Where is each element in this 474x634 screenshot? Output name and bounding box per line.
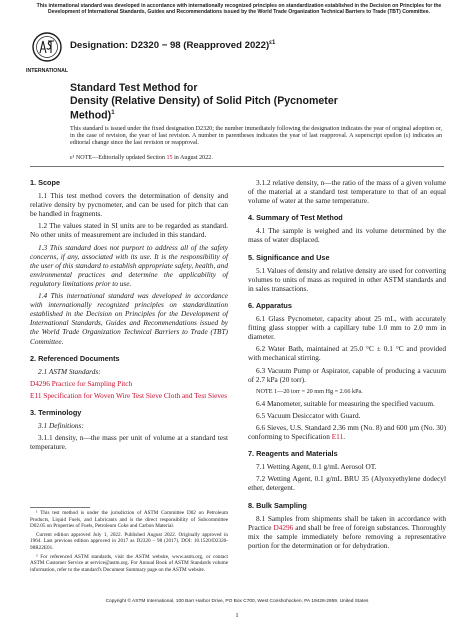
scope-1-2: 1.2 The values stated in SI units are to be regarded as standard. No other units of measurement are included in this standard. [30,221,228,240]
title-main: Density (Relative Density) of Solid Pitch (Pycnometer Method) [70,94,338,122]
epsilon-note-prefix: ε¹ NOTE—Editorially updated Section [70,155,167,161]
footnote-divider [30,507,90,508]
terminology-3-1-1: 3.1.1 density, n—the mass per unit of volume at a standard test temperature. [30,433,228,452]
apparatus-6-6-text: 6.6 Sieves, U.S. Standard 2.36 mm (No. 8) and 600 µm (No. 30) conforming to Specification [248,422,446,442]
fixed-designation-note: This standard is issued under the fixed designation D2320; the number immediately following the designation indicates the year of original adoption or, in the case of revision, the year of last revision. A number in parentheses indicates the year of last reapproval. A superscript epsilon (ε) indicates an editorial change since the last revision or reapproval. [70,126,442,147]
footnote-2: ² For referenced ASTM standards, visit the ASTM website, www.astm.org, or contact ASTM Customer Service at service@astm.org. For Annual Book of ASTM Standards volume information, refer to the standard's Document Summary page on the ASTM website. [30,553,228,573]
terminology-heading: 3. Terminology [30,407,82,417]
astm-logo [26,32,68,90]
footnote-1b: Current edition approved July 1, 2022. Published August 2022. Originally approved in 1964. Last previous edition approved in 2017 as D2320 – 98 (2017). DOI: 10.1520/D2320-98R22E01. [30,531,228,551]
scope-1-1: 1.1 This test method covers the determination of density and relative density by pycnometer, and can be used for pitch that can be handled in fragments. [30,191,228,219]
spec-e11-link[interactable]: E11 [331,432,344,442]
apparatus-6-1: 6.1 Glass Pycnometer, capacity about 25 mL, with accurately fitting glass stopper with a capillary tube 1.0 mm to 2.0 mm in diameter. [248,314,446,342]
apparatus-heading: 6. Apparatus [248,300,292,310]
bulk-sampling-heading: 8. Bulk Sampling [248,500,307,510]
bulk-sampling-8-1 [248,514,446,550]
designation-epsilon: ε1 [269,40,276,46]
epsilon-note-suffix: in August 2022. [172,155,213,161]
page-number: 1 [235,612,239,619]
document-title [70,82,370,122]
header-divider [30,166,444,167]
terminology-3-1-2: 3.1.2 relative density, n—the ratio of the mass of a given volume of the material at a standard test temperature to that of an equal volume of water at the same temperature. [248,178,446,206]
title-line-1: Standard Test Method for [70,82,198,94]
designation-text: Designation: D2320 − 98 (Reapproved 2022) [70,40,270,52]
scope-1-4: 1.4 This international standard was developed in accordance with internationally recognized principles on standardization established in the Decision on Principles for the Development of International Standards, Guides and Recommendations issued by the World Trade Organization Technical Barriers to Trade (TBT) Committee. [30,291,228,346]
significance-5-1: 5.1 Values of density and relative density are used for converting volumes to units of mass as required in other ASTM standards and in sales transactions. [248,265,446,293]
ref-e11[interactable] [30,391,228,400]
ref-d4296[interactable] [30,379,228,388]
summary-4-1: 4.1 The sample is weighed and its volume determined by the mass of water displaced. [248,226,446,245]
apparatus-6-2: 6.2 Water Bath, maintained at 25.0 °C ± 0.1 °C and provided with mechanical stirring. [248,344,446,363]
header-notice: This international standard was developed in accordance with internationally recognized principles on standardization established in the Decision on Principles for the Development of International Standards, Guides and Recommendations issued by the World Trade Organization Technical Barriers to Trade (TBT) Committee. [36,3,442,16]
apparatus-6-6-end: . [343,432,346,442]
left-column [30,178,228,452]
referenced-documents-heading: 2. Referenced Documents [30,353,120,363]
ref-e11-title[interactable]: Specification for Woven Wire Test Sieve Cloth and Test Sieves [41,390,228,400]
refdocs-2-1: 2.1 ASTM Standards: [38,366,101,376]
title-line-2 [70,95,370,123]
ref-e11-code[interactable]: E11 [30,390,42,400]
logo-wordmark: INTERNATIONAL [26,68,68,74]
apparatus-note-1: NOTE 1—20 torr = 20 mm Hg = 2.66 kPa. [256,387,363,395]
bulk-8-1-text: 8.1 Samples from shipments shall be taken in accordance with Practice [248,513,446,532]
reagents-7-2: 7.2 Wetting Agent, 0.1 g/mL BRU 35 (Alyoxyethylene dodecyl ether, detergent. [248,474,446,493]
section-15-link[interactable]: 15 [166,155,173,161]
designation [70,40,275,51]
title-footnote-mark: 1 [111,110,115,117]
reagents-7-1: 7.1 Wetting Agent, 0.1 g/mL Aerosol OT. [256,462,377,472]
epsilon-note [70,155,213,161]
apparatus-6-5: 6.5 Vacuum Desiccator with Guard. [256,410,361,420]
significance-heading: 5. Significance and Use [248,252,330,262]
ref-d4296-code[interactable]: D4296 [30,378,50,388]
footnote-1: ¹ This test method is under the jurisdiction of ASTM Committee D02 on Petroleum Products, Liquid Fuels, and Lubricants and is the direct responsibility of Subcommittee D02.05 on Properties of Fuels, Petroleum Coke and Carbon Material. [30,510,228,530]
astm-logo-icon [26,32,68,90]
scope-1-3: 1.3 This standard does not purport to address all of the safety concerns, if any, associated with its use. It is the responsibility of the user of this standard to establish appropriate safety, health, and environmental practices and determine the applicability of regulatory limitations prior to use. [30,242,228,288]
apparatus-6-6 [248,423,446,441]
practice-d4296-link[interactable]: D4296 [273,522,294,532]
right-column [248,178,446,553]
ref-d4296-title[interactable]: Practice for Sampling Pitch [49,378,133,388]
apparatus-6-3: 6.3 Vacuum Pump or Aspirator, capable of producing a vacuum of 2.7 kPa (20 torr). [248,365,446,384]
terminology-3-1: 3.1 Definitions: [38,421,84,431]
bulk-8-1-rest: and shall be free of foreign substances. Thoroughly mix the sample immediately before removing a representative portion for the determination or for dehydration. [248,522,446,550]
apparatus-6-4: 6.4 Manometer, suitable for measuring the specified vacuum. [256,398,435,408]
copyright-line: Copyright © ASTM International, 100 Barr Harbor Drive, PO Box C700, West Conshohocken, PA 19428-2959. United States [105,599,369,604]
summary-heading: 4. Summary of Test Method [248,213,343,223]
reagents-heading: 7. Reagents and Materials [248,449,338,459]
footnotes [30,510,228,575]
scope-heading: 1. Scope [30,178,61,187]
